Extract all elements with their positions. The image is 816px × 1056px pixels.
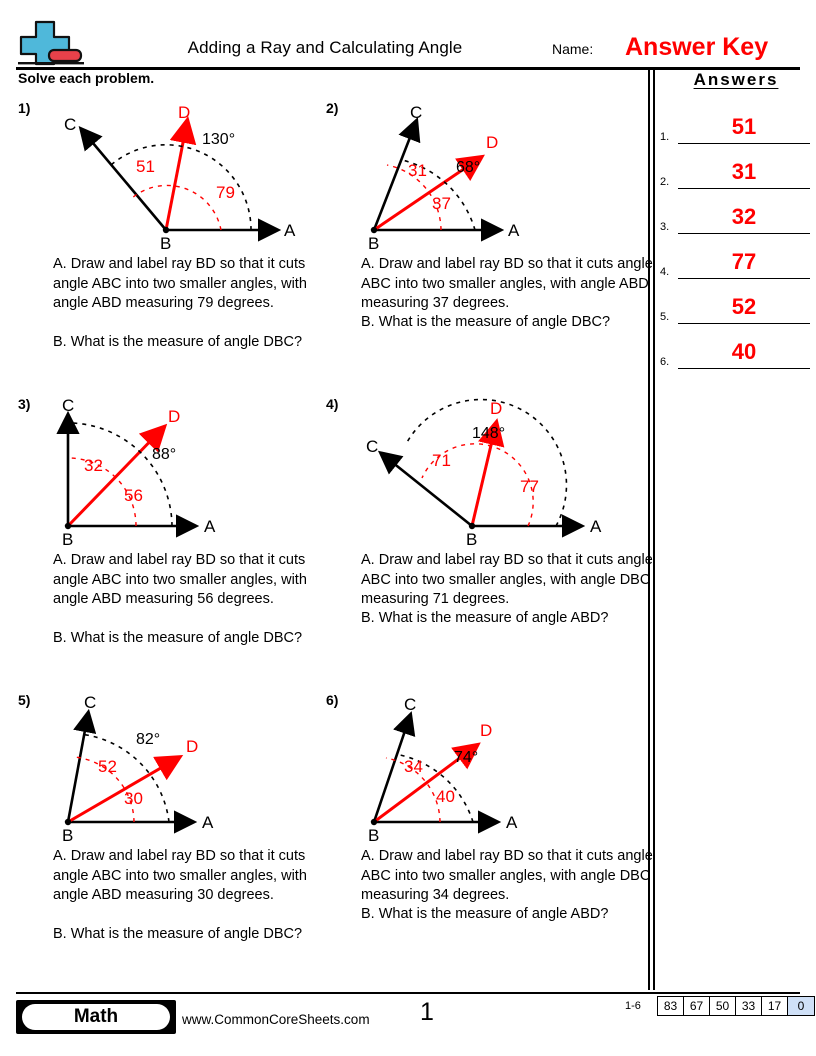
svg-text:A: A: [202, 813, 214, 832]
problem-text-b: B. What is the measure of angle ABD?: [361, 906, 609, 922]
scale-cell: 50: [710, 997, 736, 1015]
angle-diagram-3: [36, 396, 316, 551]
problem-text-a: A. Draw and label ray BD so that it cuts angle ABC into two smaller angles, with angle ABD measuring 30 degrees.: [53, 848, 307, 903]
answer-row-number: 4.: [660, 266, 670, 278]
problem-text-b: B. What is the measure of angle DBC?: [53, 926, 303, 942]
svg-text:79: 79: [216, 183, 235, 202]
angle-diagram-6: [344, 692, 624, 847]
problem-text-a: A. Draw and label ray BD so that it cuts angle ABC into two smaller angles, with angle DBC measuring 34 degrees.: [361, 848, 653, 903]
answer-row-line: [678, 143, 810, 145]
svg-text:B: B: [466, 530, 478, 546]
answer-row[interactable]: [660, 102, 810, 144]
svg-text:56: 56: [124, 486, 143, 505]
problem-text-b: B. What is the measure of angle ABD?: [361, 610, 609, 626]
problem-text-b: B. What is the measure of angle DBC?: [53, 334, 303, 350]
problem-text-a: A. Draw and label ray BD so that it cuts angle ABC into two smaller angles, with angle ABD measuring 56 degrees.: [53, 552, 307, 607]
svg-text:52: 52: [98, 757, 117, 776]
answer-row-value: 32: [731, 204, 757, 229]
svg-text:C: C: [410, 103, 423, 122]
answer-row-number: 6.: [660, 356, 670, 368]
svg-text:A: A: [284, 221, 296, 240]
problem-number: 3): [18, 396, 31, 412]
answer-row-number: 2.: [660, 176, 670, 188]
answers-heading: Answers: [693, 70, 779, 89]
answer-row[interactable]: [660, 327, 810, 369]
problem-number: 1): [18, 100, 31, 116]
answer-row-line: [678, 323, 810, 325]
page-title: Adding a Ray and Calculating Angle: [187, 38, 463, 57]
answer-row[interactable]: [660, 282, 810, 324]
svg-text:32: 32: [84, 456, 103, 475]
answer-row-value: 77: [731, 249, 757, 274]
svg-text:82°: 82°: [136, 731, 161, 748]
answer-row-value: 51: [731, 114, 757, 139]
angle-diagram-5: [36, 692, 316, 847]
svg-text:68°: 68°: [456, 159, 481, 176]
site-url[interactable]: www.CommonCoreSheets.com: [182, 1012, 370, 1027]
svg-text:A: A: [590, 517, 602, 536]
answer-row-line: [678, 233, 810, 235]
scale-cell: 67: [684, 997, 710, 1015]
svg-text:37: 37: [432, 194, 451, 213]
answer-row-value: 31: [731, 159, 757, 184]
svg-text:A: A: [204, 517, 216, 536]
svg-text:C: C: [366, 437, 379, 456]
svg-text:B: B: [368, 826, 380, 842]
svg-text:74°: 74°: [454, 749, 479, 766]
svg-text:C: C: [62, 396, 75, 415]
svg-text:88°: 88°: [152, 446, 177, 463]
problem-number: 5): [18, 692, 31, 708]
problem-number: 2): [326, 100, 339, 116]
problem-text-a: A. Draw and label ray BD so that it cuts angle ABC into two smaller angles, with angle ABD measuring 37 degrees.: [361, 256, 653, 311]
problem-text-b: B. What is the measure of angle DBC?: [53, 630, 303, 646]
answer-row-line: [678, 188, 810, 190]
answer-row[interactable]: [660, 192, 810, 234]
answer-row-value: 52: [731, 294, 757, 319]
svg-text:30: 30: [124, 789, 143, 808]
svg-text:31: 31: [408, 161, 427, 180]
svg-text:C: C: [84, 693, 97, 712]
svg-text:B: B: [160, 234, 172, 250]
svg-text:34: 34: [404, 757, 423, 776]
answer-row-value: 40: [731, 339, 757, 364]
answer-row-line: [678, 368, 810, 370]
answer-row-number: 3.: [660, 221, 670, 233]
svg-text:130°: 130°: [202, 131, 236, 148]
problem-text-a: A. Draw and label ray BD so that it cuts angle ABC into two smaller angles, with angle ABD measuring 79 degrees.: [53, 256, 307, 311]
angle-diagram-1: [36, 100, 316, 255]
svg-text:40: 40: [436, 787, 455, 806]
problem-number: 6): [326, 692, 339, 708]
name-label: Name:: [552, 41, 594, 57]
scale-cell: 17: [762, 997, 788, 1015]
answer-row[interactable]: [660, 237, 810, 279]
answer-row-number: 1.: [660, 131, 670, 143]
scale-cell: 33: [736, 997, 762, 1015]
svg-text:D: D: [168, 407, 181, 426]
answer-row[interactable]: [660, 147, 810, 189]
svg-text:77: 77: [520, 477, 539, 496]
problem-number: 4): [326, 396, 339, 412]
svg-text:C: C: [404, 695, 417, 714]
problem-text-b: B. What is the measure of angle DBC?: [361, 314, 611, 330]
plus-minus-logo-icon: [16, 20, 86, 66]
answer-row-number: 5.: [660, 311, 670, 323]
page-footer: [0, 990, 816, 1056]
svg-text:B: B: [62, 826, 74, 842]
svg-text:D: D: [480, 721, 493, 740]
angle-diagram-2: [344, 100, 624, 255]
problem-text-a: A. Draw and label ray BD so that it cuts angle ABC into two smaller angles, with angle DBC measuring 71 degrees.: [361, 552, 653, 607]
svg-text:A: A: [506, 813, 518, 832]
svg-text:A: A: [508, 221, 520, 240]
instruction-text: Solve each problem.: [18, 70, 155, 86]
page-number: 1: [420, 998, 434, 1026]
svg-text:D: D: [186, 737, 199, 756]
svg-text:C: C: [64, 115, 77, 134]
scale-cell-highlighted: 0: [788, 997, 814, 1015]
svg-text:B: B: [62, 530, 74, 546]
answer-row-line: [678, 278, 810, 280]
svg-text:D: D: [490, 399, 503, 418]
answer-key-label: Answer Key: [625, 33, 769, 61]
math-badge: [16, 1000, 176, 1034]
svg-text:51: 51: [136, 157, 155, 176]
angle-diagram-4: [344, 396, 624, 551]
svg-text:71: 71: [432, 451, 451, 470]
svg-text:B: B: [368, 234, 380, 250]
svg-text:D: D: [486, 133, 499, 152]
scale-cell: 83: [658, 997, 684, 1015]
svg-text:148°: 148°: [472, 425, 506, 442]
scale-range-label: 1-6: [625, 1000, 641, 1012]
svg-text:D: D: [178, 103, 191, 122]
math-badge-label: Math: [22, 1004, 170, 1030]
